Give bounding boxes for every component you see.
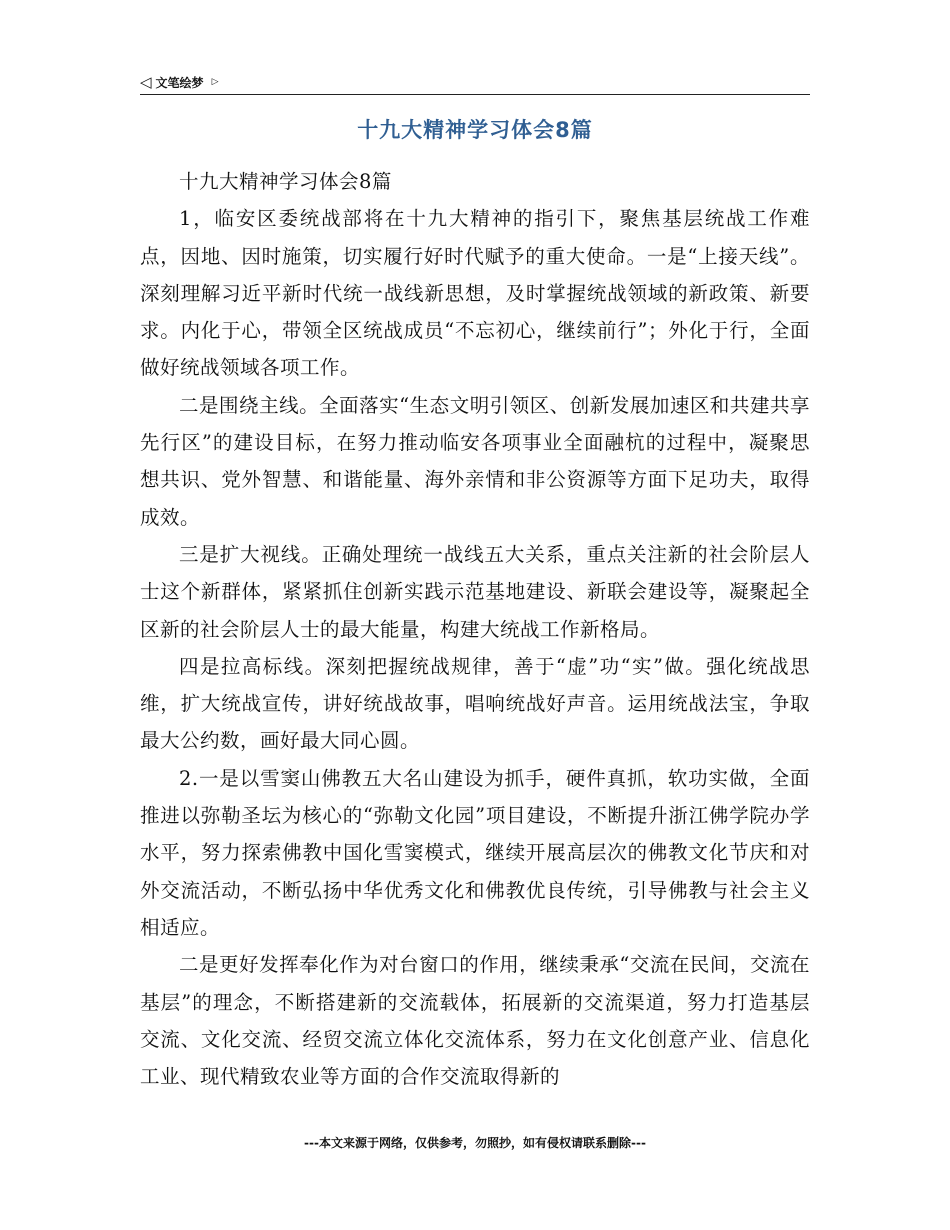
- document-title: 十九大精神学习体会8篇: [357, 118, 593, 142]
- brand: [140, 72, 218, 92]
- page-header: [140, 72, 810, 95]
- paragraph: 四是拉高标线。深刻把握统战规律，善于“虚”功“实”做。强化统战思维，扩大统战宣传，讲好统战故事，唱响统战好声音。运用统战法宝，争取最大公约数，画好最大同心圆。: [140, 654, 810, 753]
- paragraph: 二是围绕主线。全面落实“生态文明引领区、创新发展加速区和共建共享先行区”的建设目标，在努力推动临安各项事业全面融杭的过程中，凝聚思想共识、党外智慧、和谐能量、海外亲情和非公资源等方面下足功夫，取得成效。: [140, 393, 810, 529]
- paragraph: 2.一是以雪窦山佛教五大名山建设为抓手，硬件真抓，软功实做，全面推进以弥勒圣坛为核心的“弥勒文化园”项目建设，不断提升浙江佛学院办学水平，努力探索佛教中国化雪窦模式，继续开展高层次的佛教文化节庆和对外交流活动，不断弘扬中华优秀文化和佛教优良传统，引导佛教与社会主义相适应。: [140, 766, 810, 939]
- paragraph: 十九大精神学习体会8篇: [179, 170, 392, 193]
- triangle-right-icon: ▷: [211, 77, 219, 87]
- paragraph: 1，临安区委统战部将在十九大精神的指引下，聚焦基层统战工作难点，因地、因时施策，切实履行好时代赋予的重大使命。一是“上接天线”。深刻理解习近平新时代统一战线新思想，及时掌握统战领域的新政策、新要求。内化于心，带领全区统战成员“不忘初心，继续前行”；外化于行，全面做好统战领域各项工作。: [140, 207, 810, 380]
- paragraph: 三是扩大视线。正确处理统一战线五大关系，重点关注新的社会阶层人士这个新群体，紧紧抓住创新实践示范基地建设、新联会建设等，凝聚起全区新的社会阶层人士的最大能量，构建大统战工作新格局。: [140, 542, 810, 641]
- document-body: [140, 163, 810, 1095]
- brand-name: 文笔绘梦: [155, 75, 204, 90]
- paragraph: 二是更好发挥奉化作为对台窗口的作用，继续秉承“交流在民间，交流在基层”的理念，不断搭建新的交流载体，拓展新的交流渠道，努力打造基层交流、文化交流、经贸交流立体化交流体系，努力在文化创意产业、信息化工业、现代精致农业等方面的合作交流取得新的: [140, 953, 810, 1089]
- triangle-left-icon: ◁: [140, 72, 152, 91]
- page-footer: ---本文来源于网络，仅供参考，勿照抄，如有侵权请联系删除---: [304, 1136, 646, 1150]
